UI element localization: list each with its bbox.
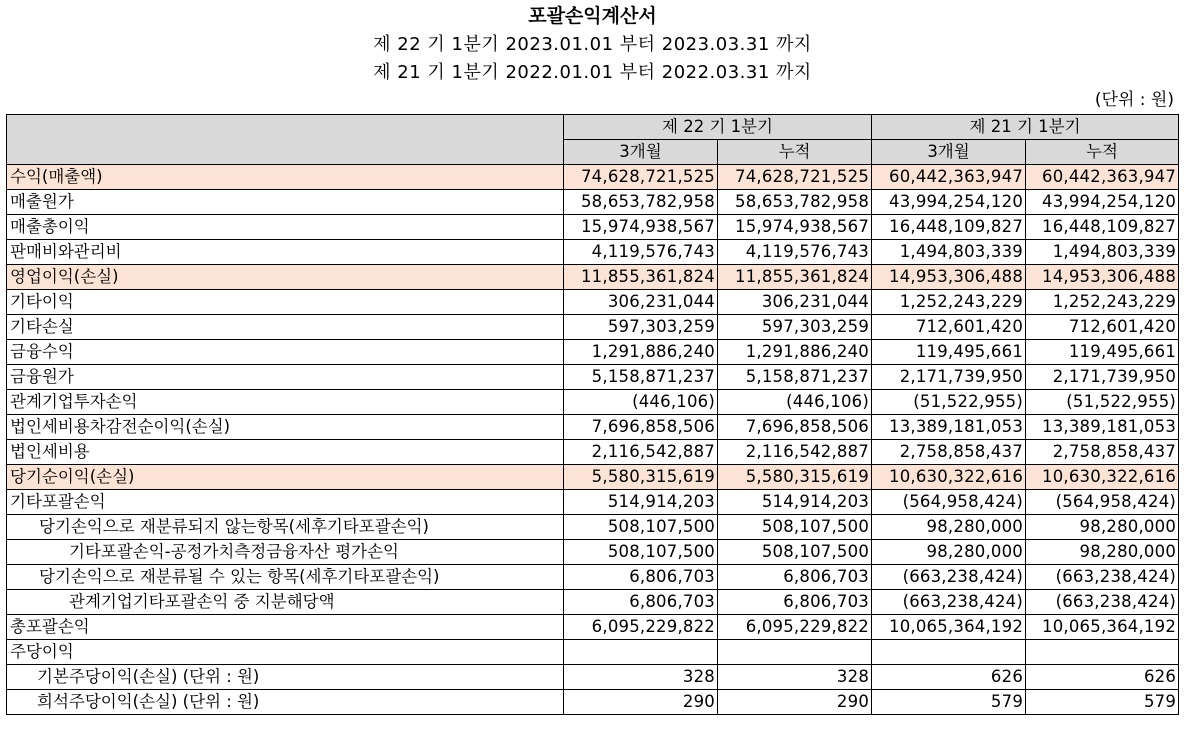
table-row [7, 240, 1179, 265]
row-label: 기타포괄손익-공정가치측정금융자산 평가손익 [7, 540, 564, 565]
cell-current-cumulative: 2,116,542,887 [718, 440, 872, 465]
period-current: 제 22 기 1분기 2023.01.01 부터 2023.03.31 까지 [373, 34, 812, 55]
cell-prior-cumulative: 119,495,661 [1026, 340, 1179, 365]
period-prior: 제 21 기 1분기 2022.01.01 부터 2022.03.31 까지 [373, 62, 812, 83]
header-current-3m: 3개월 [564, 140, 718, 165]
cell-current-3m: 5,158,871,237 [564, 365, 718, 390]
cell-current-cumulative: 328 [718, 665, 872, 690]
cell-prior-3m: 712,601,420 [872, 315, 1026, 340]
table-row [7, 615, 1179, 640]
row-label: 매출총이익 [7, 215, 564, 240]
row-label: 관계기업투자손익 [7, 390, 564, 415]
table-row [7, 665, 1179, 690]
cell-prior-cumulative: 10,065,364,192 [1026, 615, 1179, 640]
table-row [7, 290, 1179, 315]
row-label: 관계기업기타포괄손익 중 지분해당액 [7, 590, 564, 615]
cell-current-3m: 7,696,858,506 [564, 415, 718, 440]
cell-prior-cumulative [1026, 640, 1179, 665]
header-corner [7, 115, 564, 165]
cell-current-cumulative: 597,303,259 [718, 315, 872, 340]
header-prior-3m: 3개월 [872, 140, 1026, 165]
cell-current-3m: 597,303,259 [564, 315, 718, 340]
cell-prior-3m: (564,958,424) [872, 490, 1026, 515]
row-label: 수익(매출액) [7, 165, 564, 190]
cell-prior-3m: 43,994,254,120 [872, 190, 1026, 215]
cell-prior-3m: 1,494,803,339 [872, 240, 1026, 265]
table-row [7, 415, 1179, 440]
cell-prior-3m: 13,389,181,053 [872, 415, 1026, 440]
cell-prior-3m: 119,495,661 [872, 340, 1026, 365]
cell-current-3m: 2,116,542,887 [564, 440, 718, 465]
row-label: 법인세비용차감전순이익(손실) [7, 415, 564, 440]
table-row [7, 265, 1179, 290]
cell-current-cumulative: 6,806,703 [718, 590, 872, 615]
row-label: 기본주당이익(손실) (단위 : 원) [7, 665, 564, 690]
cell-current-3m: 6,806,703 [564, 590, 718, 615]
cell-prior-3m: 10,630,322,616 [872, 465, 1026, 490]
cell-current-cumulative: 74,628,721,525 [718, 165, 872, 190]
cell-prior-3m: (663,238,424) [872, 565, 1026, 590]
cell-prior-cumulative: 712,601,420 [1026, 315, 1179, 340]
unit-label: (단위 : 원) [1094, 90, 1174, 110]
cell-prior-cumulative: 98,280,000 [1026, 540, 1179, 565]
table-row [7, 440, 1179, 465]
cell-current-3m: 6,095,229,822 [564, 615, 718, 640]
cell-current-cumulative: 6,806,703 [718, 565, 872, 590]
cell-prior-3m: 626 [872, 665, 1026, 690]
cell-current-3m: 15,974,938,567 [564, 215, 718, 240]
cell-prior-cumulative: 579 [1026, 690, 1179, 715]
cell-current-3m: 328 [564, 665, 718, 690]
cell-current-cumulative: 508,107,500 [718, 515, 872, 540]
cell-prior-cumulative: 626 [1026, 665, 1179, 690]
row-label: 당기손익으로 재분류되지 않는항목(세후기타포괄손익) [7, 515, 564, 540]
cell-current-cumulative: 508,107,500 [718, 540, 872, 565]
cell-current-3m: 74,628,721,525 [564, 165, 718, 190]
cell-current-cumulative: (446,106) [718, 390, 872, 415]
cell-current-3m: (446,106) [564, 390, 718, 415]
cell-current-cumulative: 514,914,203 [718, 490, 872, 515]
cell-prior-cumulative: 10,630,322,616 [1026, 465, 1179, 490]
cell-prior-cumulative: (564,958,424) [1026, 490, 1179, 515]
cell-current-cumulative: 5,580,315,619 [718, 465, 872, 490]
cell-prior-cumulative: (663,238,424) [1026, 590, 1179, 615]
table-row [7, 315, 1179, 340]
table-row [7, 565, 1179, 590]
cell-current-cumulative: 6,095,229,822 [718, 615, 872, 640]
cell-current-3m: 58,653,782,958 [564, 190, 718, 215]
cell-prior-cumulative: 13,389,181,053 [1026, 415, 1179, 440]
cell-prior-3m: 60,442,363,947 [872, 165, 1026, 190]
cell-current-3m: 508,107,500 [564, 515, 718, 540]
cell-prior-cumulative: 14,953,306,488 [1026, 265, 1179, 290]
cell-current-3m: 508,107,500 [564, 540, 718, 565]
cell-current-3m: 5,580,315,619 [564, 465, 718, 490]
header-current-cumulative: 누적 [718, 140, 872, 165]
cell-prior-3m: 14,953,306,488 [872, 265, 1026, 290]
table-row [7, 515, 1179, 540]
row-label: 당기손익으로 재분류될 수 있는 항목(세후기타포괄손익) [7, 565, 564, 590]
cell-current-3m: 11,855,361,824 [564, 265, 718, 290]
cell-prior-3m: 98,280,000 [872, 515, 1026, 540]
row-label: 기타포괄손익 [7, 490, 564, 515]
table-row [7, 490, 1179, 515]
table-row [7, 540, 1179, 565]
cell-current-cumulative: 7,696,858,506 [718, 415, 872, 440]
cell-current-cumulative: 11,855,361,824 [718, 265, 872, 290]
table-row [7, 390, 1179, 415]
cell-current-3m: 306,231,044 [564, 290, 718, 315]
cell-current-cumulative [718, 640, 872, 665]
cell-prior-cumulative: 1,252,243,229 [1026, 290, 1179, 315]
cell-current-3m [564, 640, 718, 665]
table-row [7, 590, 1179, 615]
cell-current-3m: 514,914,203 [564, 490, 718, 515]
cell-prior-cumulative: (663,238,424) [1026, 565, 1179, 590]
cell-prior-3m: 2,171,739,950 [872, 365, 1026, 390]
cell-prior-cumulative: 16,448,109,827 [1026, 215, 1179, 240]
cell-current-3m: 290 [564, 690, 718, 715]
cell-current-cumulative: 4,119,576,743 [718, 240, 872, 265]
cell-prior-3m [872, 640, 1026, 665]
table-row [7, 690, 1179, 715]
cell-prior-3m: (663,238,424) [872, 590, 1026, 615]
cell-current-3m: 1,291,886,240 [564, 340, 718, 365]
row-label: 금융원가 [7, 365, 564, 390]
row-label: 법인세비용 [7, 440, 564, 465]
cell-prior-cumulative: 98,280,000 [1026, 515, 1179, 540]
cell-current-cumulative: 290 [718, 690, 872, 715]
table-row [7, 640, 1179, 665]
row-label: 총포괄손익 [7, 615, 564, 640]
income-statement-table [6, 114, 1179, 715]
header-current-period: 제 22 기 1분기 [564, 115, 872, 140]
cell-prior-cumulative: 1,494,803,339 [1026, 240, 1179, 265]
cell-current-cumulative: 1,291,886,240 [718, 340, 872, 365]
table-row [7, 165, 1179, 190]
row-label: 영업이익(손실) [7, 265, 564, 290]
cell-current-cumulative: 15,974,938,567 [718, 215, 872, 240]
cell-current-cumulative: 306,231,044 [718, 290, 872, 315]
table-row [7, 215, 1179, 240]
cell-prior-cumulative: 60,442,363,947 [1026, 165, 1179, 190]
table-row [7, 465, 1179, 490]
cell-prior-3m: (51,522,955) [872, 390, 1026, 415]
document-title: 포괄손익계산서 [528, 5, 657, 27]
cell-prior-cumulative: (51,522,955) [1026, 390, 1179, 415]
header-row-period [7, 115, 1179, 140]
cell-prior-cumulative: 43,994,254,120 [1026, 190, 1179, 215]
cell-prior-3m: 10,065,364,192 [872, 615, 1026, 640]
table-row [7, 340, 1179, 365]
header-prior-cumulative: 누적 [1026, 140, 1179, 165]
row-label: 기타손실 [7, 315, 564, 340]
row-label: 기타이익 [7, 290, 564, 315]
row-label: 판매비와관리비 [7, 240, 564, 265]
header-prior-period: 제 21 기 1분기 [872, 115, 1179, 140]
cell-prior-3m: 16,448,109,827 [872, 215, 1026, 240]
table-row [7, 365, 1179, 390]
cell-current-3m: 6,806,703 [564, 565, 718, 590]
cell-prior-3m: 1,252,243,229 [872, 290, 1026, 315]
cell-current-3m: 4,119,576,743 [564, 240, 718, 265]
cell-prior-3m: 579 [872, 690, 1026, 715]
cell-prior-cumulative: 2,758,858,437 [1026, 440, 1179, 465]
table-row [7, 190, 1179, 215]
cell-prior-3m: 98,280,000 [872, 540, 1026, 565]
cell-prior-3m: 2,758,858,437 [872, 440, 1026, 465]
cell-prior-cumulative: 2,171,739,950 [1026, 365, 1179, 390]
cell-current-cumulative: 5,158,871,237 [718, 365, 872, 390]
row-label: 주당이익 [7, 640, 564, 665]
row-label: 당기순이익(손실) [7, 465, 564, 490]
cell-current-cumulative: 58,653,782,958 [718, 190, 872, 215]
row-label: 금융수익 [7, 340, 564, 365]
row-label: 희석주당이익(손실) (단위 : 원) [7, 690, 564, 715]
row-label: 매출원가 [7, 190, 564, 215]
